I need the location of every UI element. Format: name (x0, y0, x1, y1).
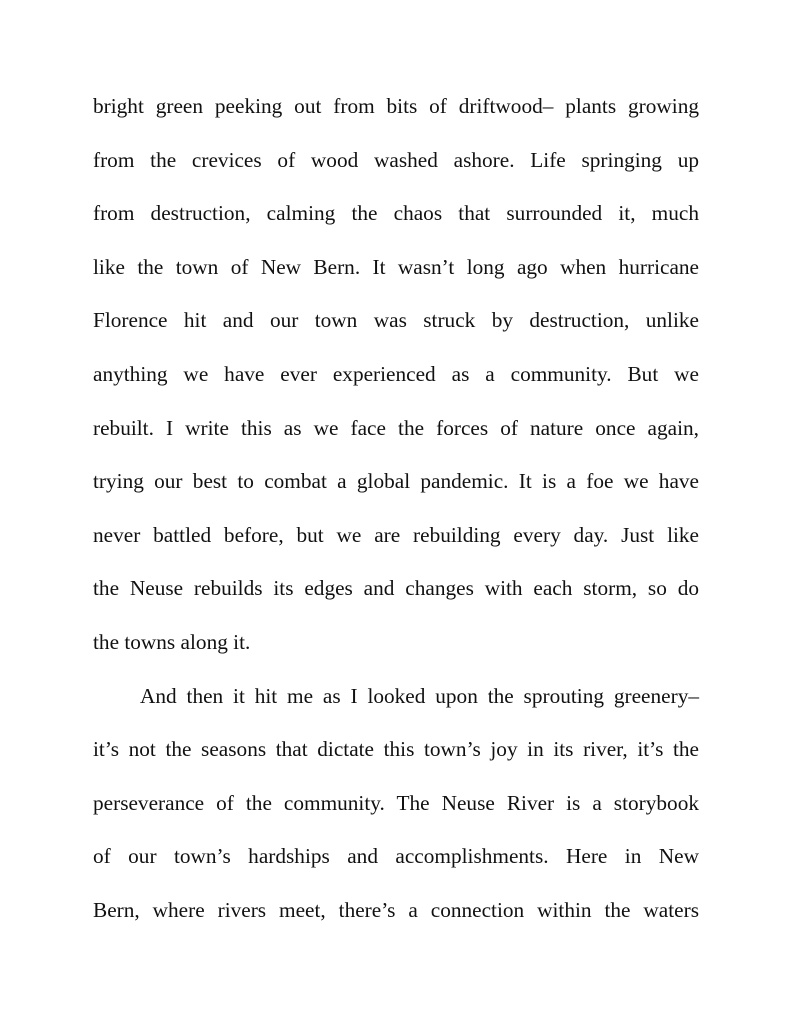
text-line: Florence hit and our town was struck by destruction, unlike (93, 308, 699, 333)
text-line: And then it hit me as I looked upon the sprouting greenery– (140, 683, 699, 708)
text-line: perseverance of the community. The Neuse River is a storybook (93, 790, 699, 815)
text-line: anything we have ever experienced as a community. But we (93, 361, 699, 386)
text-line: rebuilt. I write this as we face the forces of nature once again, (93, 415, 699, 440)
text-line: trying our best to combat a global pandemic. It is a foe we have (93, 469, 699, 494)
body-text (93, 86, 699, 944)
text-line: the towns along it. (93, 629, 251, 654)
paragraph-2 (93, 676, 699, 944)
paragraph-1 (93, 86, 699, 676)
text-line: the Neuse rebuilds its edges and changes with each storm, so do (93, 576, 699, 601)
text-line: never battled before, but we are rebuilding every day. Just like (93, 522, 699, 547)
text-line: bright green peeking out from bits of driftwood– plants growing (93, 94, 699, 118)
text-line: Bern, where rivers meet, there’s a connection within the waters (93, 897, 699, 922)
text-line: from destruction, calming the chaos that surrounded it, much (93, 201, 699, 226)
text-line: like the town of New Bern. It wasn’t long ago when hurricane (93, 254, 699, 279)
text-line: of our town’s hardships and accomplishments. Here in New (93, 844, 699, 869)
text-line: it’s not the seasons that dictate this town’s joy in its river, it’s the (93, 737, 699, 762)
text-line: from the crevices of wood washed ashore. Life springing up (93, 147, 699, 172)
